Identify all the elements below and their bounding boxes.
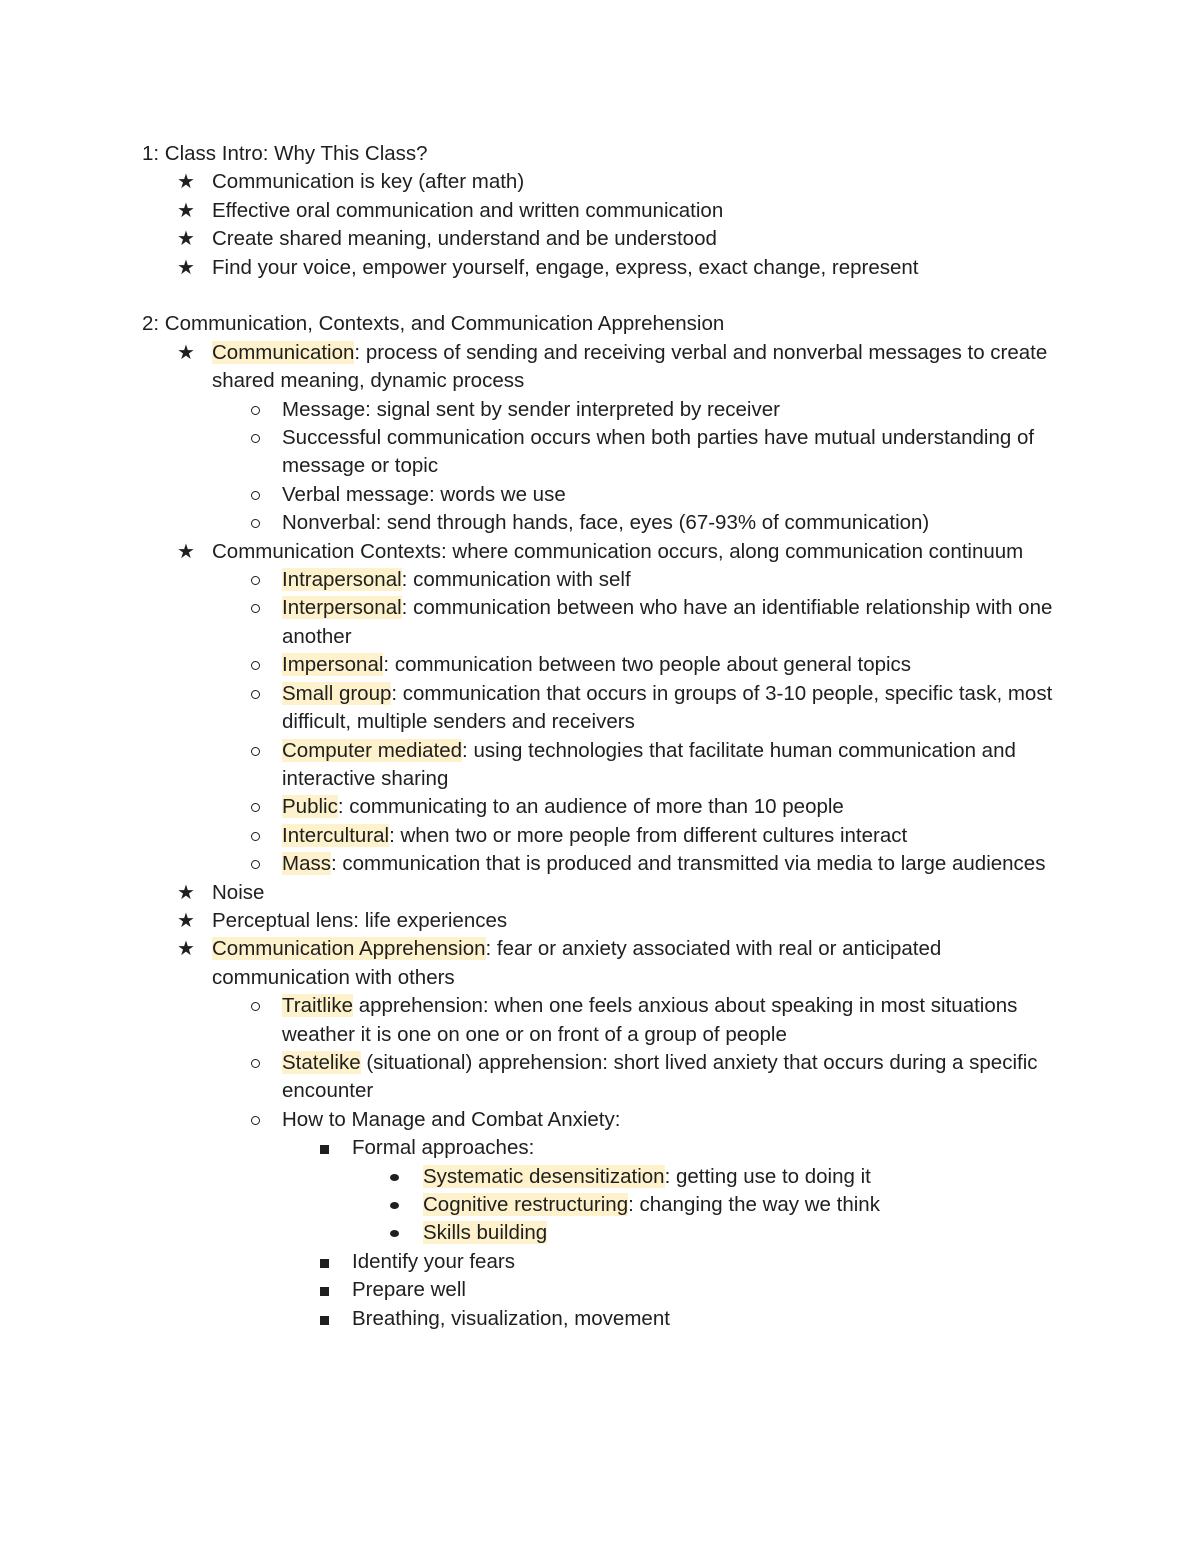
list-item: Interpersonal: communication between who have an identifiable relationship with one another (142, 594, 1072, 651)
list-item: ★ Effective oral communication and written communication (142, 197, 1072, 225)
list-item: Breathing, visualization, movement (142, 1305, 1072, 1333)
list-item: Statelike (situational) apprehension: short lived anxiety that occurs during a specific encounter (142, 1049, 1072, 1106)
circle-bullet-icon (251, 1059, 260, 1068)
list-item: Traitlike apprehension: when one feels anxious about speaking in most situations weather it is one on one or on front of a group of people (142, 992, 1072, 1049)
spacer (142, 282, 1072, 310)
dot-bullet-icon (390, 1230, 399, 1237)
star-bullet-icon: ★ (177, 540, 195, 563)
list-item (142, 1219, 1072, 1247)
highlighted-term: Computer mediated (282, 738, 463, 762)
section-1-title: 1: Class Intro: Why This Class? (142, 142, 428, 165)
highlighted-term: Intercultural (282, 823, 390, 847)
highlighted-term: Small group (282, 681, 392, 705)
circle-bullet-icon (251, 747, 260, 756)
list-item: Nonverbal: send through hands, face, eyes (67-93% of communication) (142, 509, 1072, 537)
star-bullet-icon: ★ (177, 881, 195, 904)
list-item: Mass: communication that is produced and transmitted via media to large audiences (142, 850, 1072, 878)
section-2-title: 2: Communication, Contexts, and Communication Apprehension (142, 312, 725, 336)
circle-bullet-icon (251, 690, 260, 699)
list-item: Intrapersonal: communication with self (142, 566, 1072, 594)
list-item: ★ Create shared meaning, understand and be understood (142, 225, 1072, 253)
list-item: Cognitive restructuring: changing the way we think (142, 1191, 1072, 1219)
list-item: ★ Find your voice, empower yourself, engage, express, exact change, represent (142, 254, 1072, 282)
circle-bullet-icon (251, 1116, 260, 1125)
highlighted-term: Impersonal (282, 653, 384, 677)
highlighted-term: Cognitive restructuring (423, 1193, 629, 1217)
list-item-perceptual-lens: ★ Perceptual lens: life experiences (142, 907, 1072, 935)
list-item-apprehension: ★ Communication Apprehension: fear or anxiety associated with real or anticipated communication with others (177, 937, 942, 989)
square-bullet-icon (320, 1287, 329, 1296)
star-bullet-icon: ★ (177, 909, 195, 932)
list-item-contexts: ★ Communication Contexts: where communication occurs, along communication continuum (142, 538, 1072, 566)
list-item: Impersonal: communication between two people about general topics (142, 651, 1072, 679)
circle-bullet-icon (251, 661, 260, 670)
section-2-list (142, 339, 1072, 1333)
square-bullet-icon (320, 1145, 329, 1154)
highlighted-term: Skills building (423, 1221, 548, 1245)
square-bullet-icon (320, 1259, 329, 1268)
star-bullet-icon: ★ (177, 938, 195, 961)
list-item: Identify your fears (142, 1248, 1072, 1276)
star-bullet-icon: ★ (177, 228, 195, 251)
list-item: ★ Communication is key (after math) (142, 168, 1072, 196)
list-item: How to Manage and Combat Anxiety: (142, 1106, 1072, 1134)
circle-bullet-icon (251, 406, 260, 415)
highlighted-term: Interpersonal (282, 596, 402, 620)
list-item: Message: signal sent by sender interpreted by receiver (142, 396, 1072, 424)
circle-bullet-icon (251, 434, 260, 443)
list-item: Successful communication occurs when both parties have mutual understanding of message or topic (142, 424, 1072, 481)
star-bullet-icon: ★ (177, 199, 195, 222)
highlighted-term: Intrapersonal (282, 568, 402, 592)
star-bullet-icon: ★ (177, 256, 195, 279)
circle-bullet-icon (251, 576, 260, 585)
list-item: Systematic desensitization: getting use to doing it (142, 1163, 1072, 1191)
circle-bullet-icon (251, 860, 260, 869)
list-item: Verbal message: words we use (142, 481, 1072, 509)
document-body (142, 140, 1072, 1333)
list-item: Prepare well (142, 1276, 1072, 1304)
dot-bullet-icon (390, 1202, 399, 1209)
list-item: Small group: communication that occurs in groups of 3-10 people, specific task, most difficult, multiple senders and receivers (142, 680, 1072, 737)
highlighted-term: Statelike (282, 1050, 361, 1074)
circle-bullet-icon (251, 604, 260, 613)
section-1-list (142, 168, 1072, 282)
circle-bullet-icon (251, 832, 260, 841)
circle-bullet-icon (251, 1002, 260, 1011)
highlighted-term: Public (282, 795, 338, 819)
list-item: Computer mediated: using technologies that facilitate human communication and interactive sharing (142, 737, 1072, 794)
star-bullet-icon: ★ (177, 171, 195, 194)
list-item-noise: ★ Noise (142, 879, 1072, 907)
circle-bullet-icon (251, 491, 260, 500)
list-item: Formal approaches: (142, 1134, 1072, 1162)
circle-bullet-icon (251, 803, 260, 812)
list-item: Public: communicating to an audience of more than 10 people (142, 793, 1072, 821)
highlighted-term: Communication (212, 340, 355, 364)
highlighted-term: Mass (282, 852, 331, 876)
highlighted-term: Communication Apprehension (212, 937, 486, 961)
highlighted-term: Traitlike (282, 994, 353, 1018)
list-item-communication: ★ Communication: process of sending and receiving verbal and nonverbal messages to create shared meaning, dynamic process (177, 340, 1048, 393)
highlighted-term: Systematic desensitization (423, 1164, 665, 1188)
list-item: Intercultural: when two or more people from different cultures interact (142, 822, 1072, 850)
square-bullet-icon (320, 1316, 329, 1325)
star-bullet-icon: ★ (177, 341, 195, 364)
dot-bullet-icon (390, 1174, 399, 1181)
circle-bullet-icon (251, 519, 260, 528)
